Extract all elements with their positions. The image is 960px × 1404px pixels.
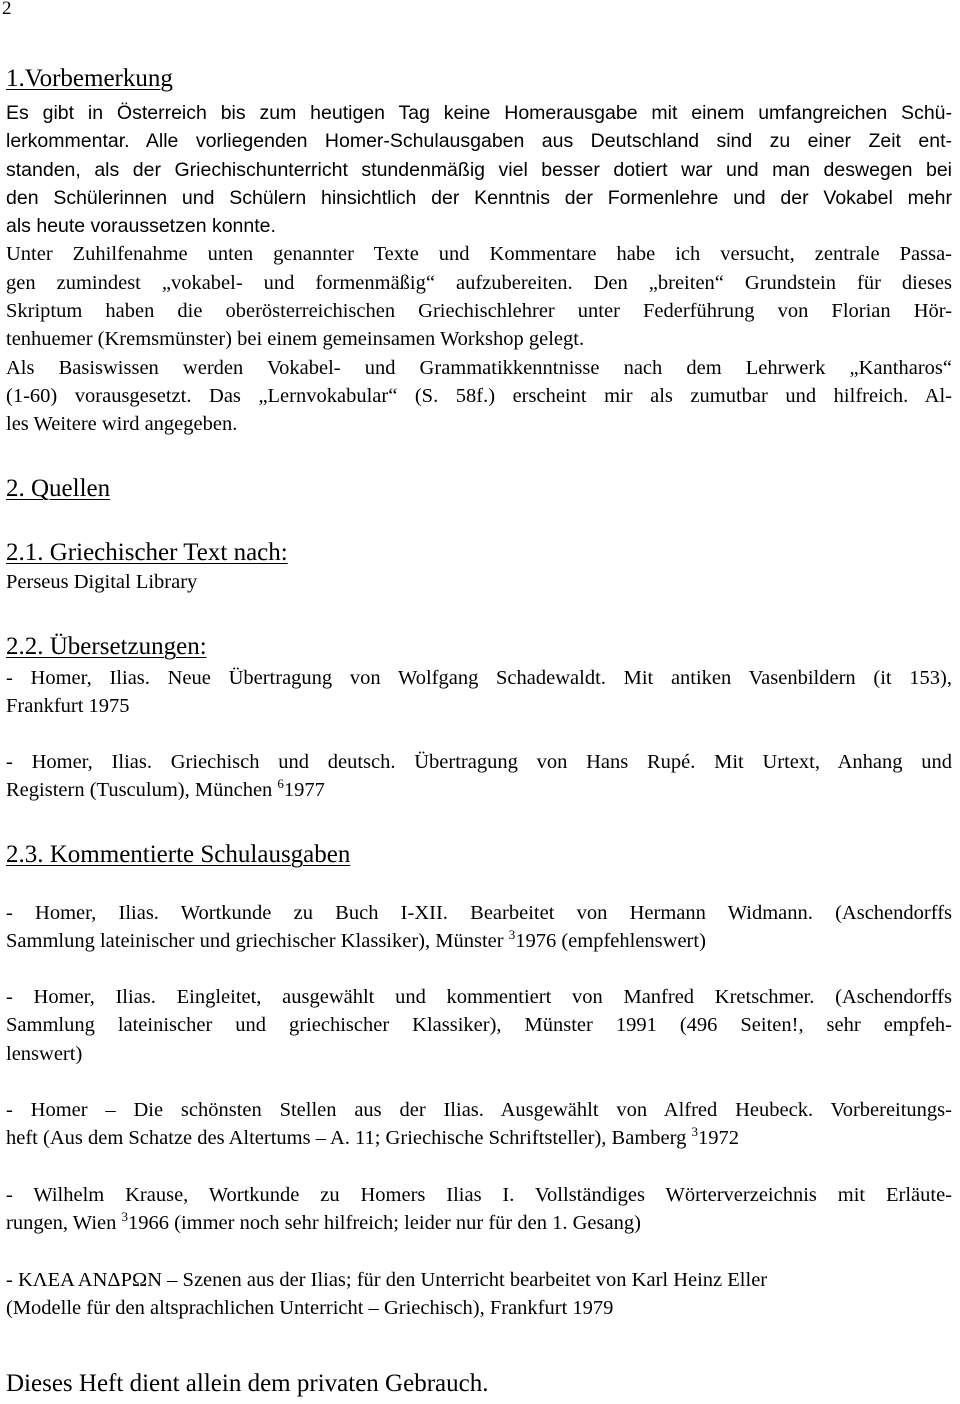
- entry-line: - ΚΛΕΑ ΑΝΔΡΩΝ – Szenen aus der Ilias; für den Unterricht bearbeitet von Karl Heinz Eller: [6, 1269, 768, 1291]
- entry-text: Sammlung lateinischer und griechischer Klassiker), Münster: [6, 930, 509, 953]
- heading-uebersetzungen: 2.2. Übersetzungen:: [6, 633, 207, 660]
- school-edition-entry: [6, 1096, 952, 1153]
- section-vorbemerkung: [6, 64, 952, 94]
- school-edition-entry: [6, 1181, 952, 1238]
- subsection-schulausgaben: [6, 840, 952, 870]
- intro-line: tenhuemer (Kremsmünster) bei einem gemeinsamen Workshop gelegt.: [6, 328, 585, 351]
- entry-text: 1972: [697, 1127, 739, 1150]
- entry-line: - Homer – Die schönsten Stellen aus der Ilias. Ausgewählt von Alfred Heubeck. Vorbereitungs-: [6, 1099, 952, 1121]
- intro-line: gen zumindest „vokabel- und formenmäßig“ aufzubereiten. Den „breiten“ Grundstein für dieses: [6, 271, 952, 294]
- source-text: Perseus Digital Library: [6, 571, 198, 593]
- heading-vorbemerkung: 1.Vorbemerkung: [6, 65, 173, 92]
- entry-line: [6, 776, 952, 804]
- page-number: 2: [2, 0, 12, 19]
- intro-paragraph: [6, 99, 952, 439]
- entry-line: - Homer, Ilias. Griechisch und deutsch. Übertragung von Hans Rupé. Mit Urtext, Anhang und: [6, 751, 952, 773]
- intro-line: Skriptum haben die oberösterreichischen Griechischlehrer unter Federführung von Florian Hör-: [6, 300, 952, 323]
- intro-line: Als Basiswissen werden Vokabel- und Grammatikkenntnisse nach dem Lehrwerk „Kantharos“: [6, 356, 952, 379]
- translation-entry: [6, 664, 952, 721]
- entry-text: heft (Aus dem Schatze des Altertums – A. 11; Griechische Schriftsteller), Bamberg: [6, 1127, 692, 1150]
- intro-line: les Weitere wird angegeben.: [6, 413, 238, 436]
- entry-line: Frankfurt 1975: [6, 695, 130, 718]
- footer-note: Dieses Heft dient allein dem privaten Gebrauch.: [6, 1370, 489, 1397]
- entry-line: lenswert): [6, 1042, 83, 1065]
- intro-line: den Schülerinnen und Schülern hinsichtlich der Kenntnis der Formenlehre und der Vokabel mehr: [6, 186, 952, 209]
- entry-text: rungen, Wien: [6, 1212, 122, 1235]
- heading-griechischer-text: 2.1. Griechischer Text nach:: [6, 539, 288, 566]
- intro-line: Es gibt in Österreich bis zum heutigen Tag keine Homerausgabe mit einem umfangreichen Schü-: [6, 102, 952, 124]
- entry-line: - Homer, Ilias. Eingleitet, ausgewählt und kommentiert von Manfred Kretschmer. (Aschendorffs: [6, 986, 952, 1008]
- intro-line: Unter Zuhilfenahme unten genannter Texte und Kommentare habe ich versucht, zentrale Passa-: [6, 243, 952, 266]
- entry-text: 1966 (immer noch sehr hilfreich; leider nur für den 1. Gesang): [128, 1212, 641, 1235]
- entry-line: - Homer, Ilias. Neue Übertragung von Wolfgang Schadewaldt. Mit antiken Vasenbildern (it 153),: [6, 667, 952, 689]
- heading-quellen: 2. Quellen: [6, 475, 111, 502]
- entry-line: Sammlung lateinischer und griechischer Klassiker), Münster 1991 (496 Seiten!, sehr empfeh-: [6, 1014, 952, 1037]
- translation-entry: [6, 748, 952, 805]
- section-quellen: [6, 474, 952, 504]
- edition-superscript: 6: [277, 776, 284, 792]
- subsection-uebersetzungen: [6, 632, 952, 662]
- entry-text: 1977: [283, 779, 325, 802]
- subsection-griechischer-text: [6, 538, 952, 596]
- entry-line: [6, 1209, 952, 1237]
- edition-superscript: 3: [691, 1124, 698, 1140]
- edition-superscript: 3: [121, 1209, 129, 1225]
- entry-text: 1976 (empfehlenswert): [515, 930, 706, 953]
- intro-line: (1-60) vorausgesetzt. Das „Lernvokabular“ (S. 58f.) erscheint mir als zumutbar und hilfreich. Al-: [6, 384, 952, 407]
- school-edition-entry: [6, 983, 952, 1068]
- entry-line: - Homer, Ilias. Wortkunde zu Buch I-XII. Bearbeitet von Hermann Widmann. (Aschendorffs: [6, 902, 952, 924]
- intro-line: lerkommentar. Alle vorliegenden Homer-Schulausgaben aus Deutschland sind zu einer Zeit ent-: [6, 130, 952, 153]
- entry-text: Registern (Tusculum), München: [6, 779, 278, 802]
- intro-line: als heute voraussetzen konnte.: [6, 215, 276, 238]
- school-edition-entry: [6, 899, 952, 956]
- entry-line: [6, 1124, 952, 1152]
- entry-line: (Modelle für den altsprachlichen Unterricht – Griechisch), Frankfurt 1979: [6, 1297, 614, 1320]
- edition-superscript: 3: [508, 927, 516, 943]
- intro-line: standen, als der Griechischunterricht stundenmäßig viel besser dotiert war und man deswegen bei: [6, 158, 952, 181]
- entry-line: - Wilhelm Krause, Wortkunde zu Homers Ilias I. Vollständiges Wörterverzeichnis mit Erläute-: [6, 1184, 952, 1206]
- school-edition-entry: [6, 1266, 952, 1323]
- heading-schulausgaben: 2.3. Kommentierte Schulausgaben: [6, 841, 351, 868]
- entry-line: [6, 927, 952, 955]
